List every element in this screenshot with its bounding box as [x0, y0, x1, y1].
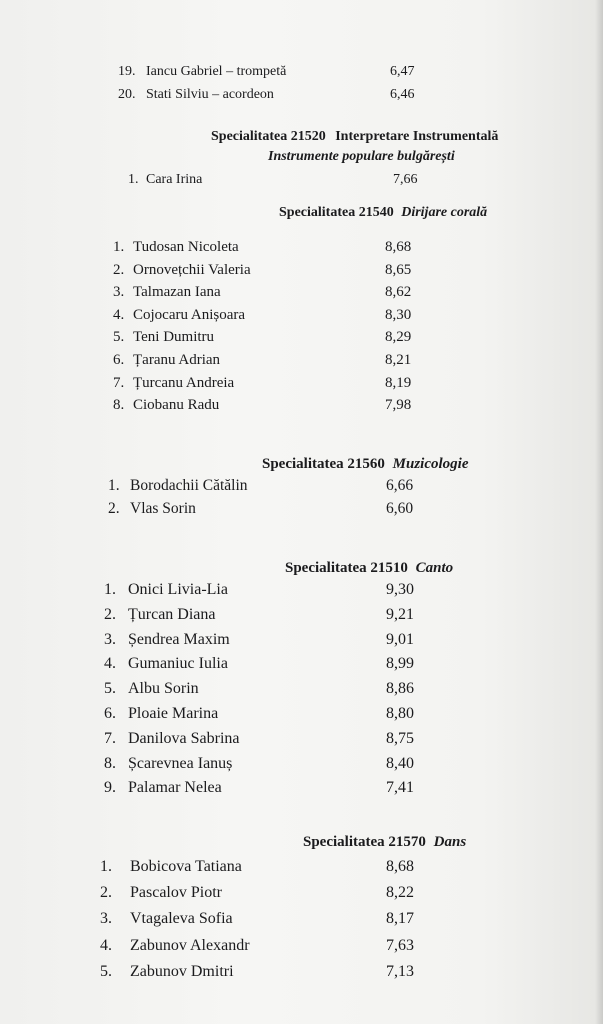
student-score: 8,19: [385, 374, 412, 391]
student-name: Stati Silviu – acordeon: [146, 87, 274, 102]
section-title: Dirijare corală: [401, 205, 488, 220]
student-score: 8,80: [386, 705, 414, 722]
section-title: Dans: [433, 834, 467, 850]
student-score: 8,17: [386, 910, 414, 928]
student-score: 8,68: [386, 858, 414, 875]
student-name: Iancu Gabriel – trompetă: [146, 64, 287, 79]
student-name: Pascalov Piotr: [130, 884, 222, 902]
section-title: Muzicologie: [392, 456, 469, 472]
student-score: 8,99: [386, 655, 414, 673]
section-header-21510: [285, 559, 453, 577]
section-header-21520: [211, 128, 498, 146]
student-score: 8,22: [386, 884, 414, 902]
student-score: 7,66: [393, 172, 418, 187]
item-number: 5.: [104, 680, 116, 698]
student-name: Palamar Nelea: [128, 779, 222, 797]
student-name: Danilova Sabrina: [128, 729, 240, 747]
item-number: 6.: [113, 352, 125, 368]
student-name: Șendrea Maxim: [128, 630, 230, 648]
item-number: 2.: [100, 884, 112, 902]
student-score: 6,46: [390, 87, 415, 102]
item-number: 3.: [113, 284, 125, 301]
item-number: 6.: [104, 705, 116, 722]
student-score: 8,75: [386, 729, 414, 747]
student-name: Țurcanu Andreia: [133, 374, 235, 391]
student-name: Teni Dumitru: [133, 329, 215, 346]
student-score: 8,68: [385, 239, 412, 255]
item-number: 4.: [113, 306, 125, 323]
section-header-21540: [279, 204, 487, 222]
student-score: 9,01: [386, 630, 414, 648]
student-name: Tudosan Nicoleta: [133, 239, 239, 255]
section-code: Specialitatea 21540: [279, 205, 394, 220]
student-score: 7,41: [386, 779, 414, 797]
student-score: 8,30: [385, 306, 412, 323]
student-score: 8,40: [386, 754, 414, 772]
item-number: 19.: [118, 64, 136, 79]
student-name: Zabunov Dmitri: [130, 962, 234, 980]
student-score: 8,21: [385, 352, 412, 368]
item-number: 1.: [128, 172, 139, 187]
item-number: 1.: [100, 858, 112, 875]
student-name: Albu Sorin: [128, 680, 199, 698]
item-number: 8.: [104, 754, 116, 772]
item-number: 5.: [100, 962, 112, 980]
student-score: 7,63: [386, 936, 414, 954]
student-score: 7,98: [385, 397, 412, 414]
student-score: 6,47: [390, 64, 415, 79]
student-name: Onici Livia-Lia: [128, 581, 228, 598]
student-score: 8,86: [386, 680, 414, 698]
student-score: 6,60: [386, 500, 414, 517]
student-name: Vlas Sorin: [130, 500, 196, 517]
student-score: 8,65: [385, 261, 412, 278]
section-code: Specialitatea 21570: [303, 834, 426, 850]
item-number: 8.: [113, 397, 125, 414]
section-title: Interpretare Instrumentală: [335, 129, 499, 144]
section-code: Specialitatea 21560: [262, 456, 385, 472]
item-number: 5.: [113, 329, 125, 346]
section-header-21570: [303, 833, 466, 851]
item-number: 7.: [113, 374, 125, 391]
item-number: 1.: [113, 239, 125, 255]
page-edge-shadow: [595, 0, 603, 1024]
section-header-21560: [262, 455, 469, 473]
student-score: 7,13: [386, 962, 414, 980]
item-number: 4.: [100, 936, 112, 954]
item-number: 2.: [104, 605, 116, 623]
student-name: Gumaniuc Iulia: [128, 655, 228, 673]
student-name: Șcarevnea Ianuș: [128, 754, 233, 772]
student-name: Zabunov Alexandr: [130, 936, 250, 954]
item-number: 4.: [104, 655, 116, 673]
student-score: 9,30: [386, 581, 414, 598]
student-name: Bobicova Tatiana: [130, 858, 242, 875]
student-name: Cojocaru Anișoara: [133, 306, 246, 323]
student-score: 6,66: [386, 477, 414, 494]
item-number: 1.: [104, 581, 116, 598]
item-number: 2.: [108, 500, 120, 517]
student-name: Țurcan Diana: [128, 605, 216, 623]
item-number: 1.: [108, 477, 120, 494]
student-name: Ploaie Marina: [128, 705, 219, 722]
student-name: Vtagaleva Sofia: [130, 910, 233, 928]
item-number: 20.: [118, 87, 136, 102]
student-score: 8,29: [385, 329, 412, 346]
item-number: 3.: [104, 630, 116, 648]
item-number: 7.: [104, 729, 116, 747]
section-code: Specialitatea 21520: [211, 129, 326, 144]
student-name: Ornovețchii Valeria: [133, 261, 251, 278]
section-code: Specialitatea 21510: [285, 560, 408, 576]
item-number: 2.: [113, 261, 125, 278]
item-number: 9.: [104, 779, 116, 797]
student-score: 9,21: [386, 605, 414, 623]
student-score: 8,62: [385, 284, 412, 301]
student-name: Talmazan Iana: [133, 284, 221, 301]
item-number: 3.: [100, 910, 112, 928]
student-name: Cara Irina: [146, 172, 203, 187]
student-name: Ciobanu Radu: [133, 397, 220, 414]
section-title: Canto: [415, 560, 454, 576]
student-name: Borodachii Cătălin: [130, 477, 248, 494]
section-subtitle: Instrumente populare bulgărești: [268, 149, 455, 164]
student-name: Țaranu Adrian: [133, 352, 221, 368]
